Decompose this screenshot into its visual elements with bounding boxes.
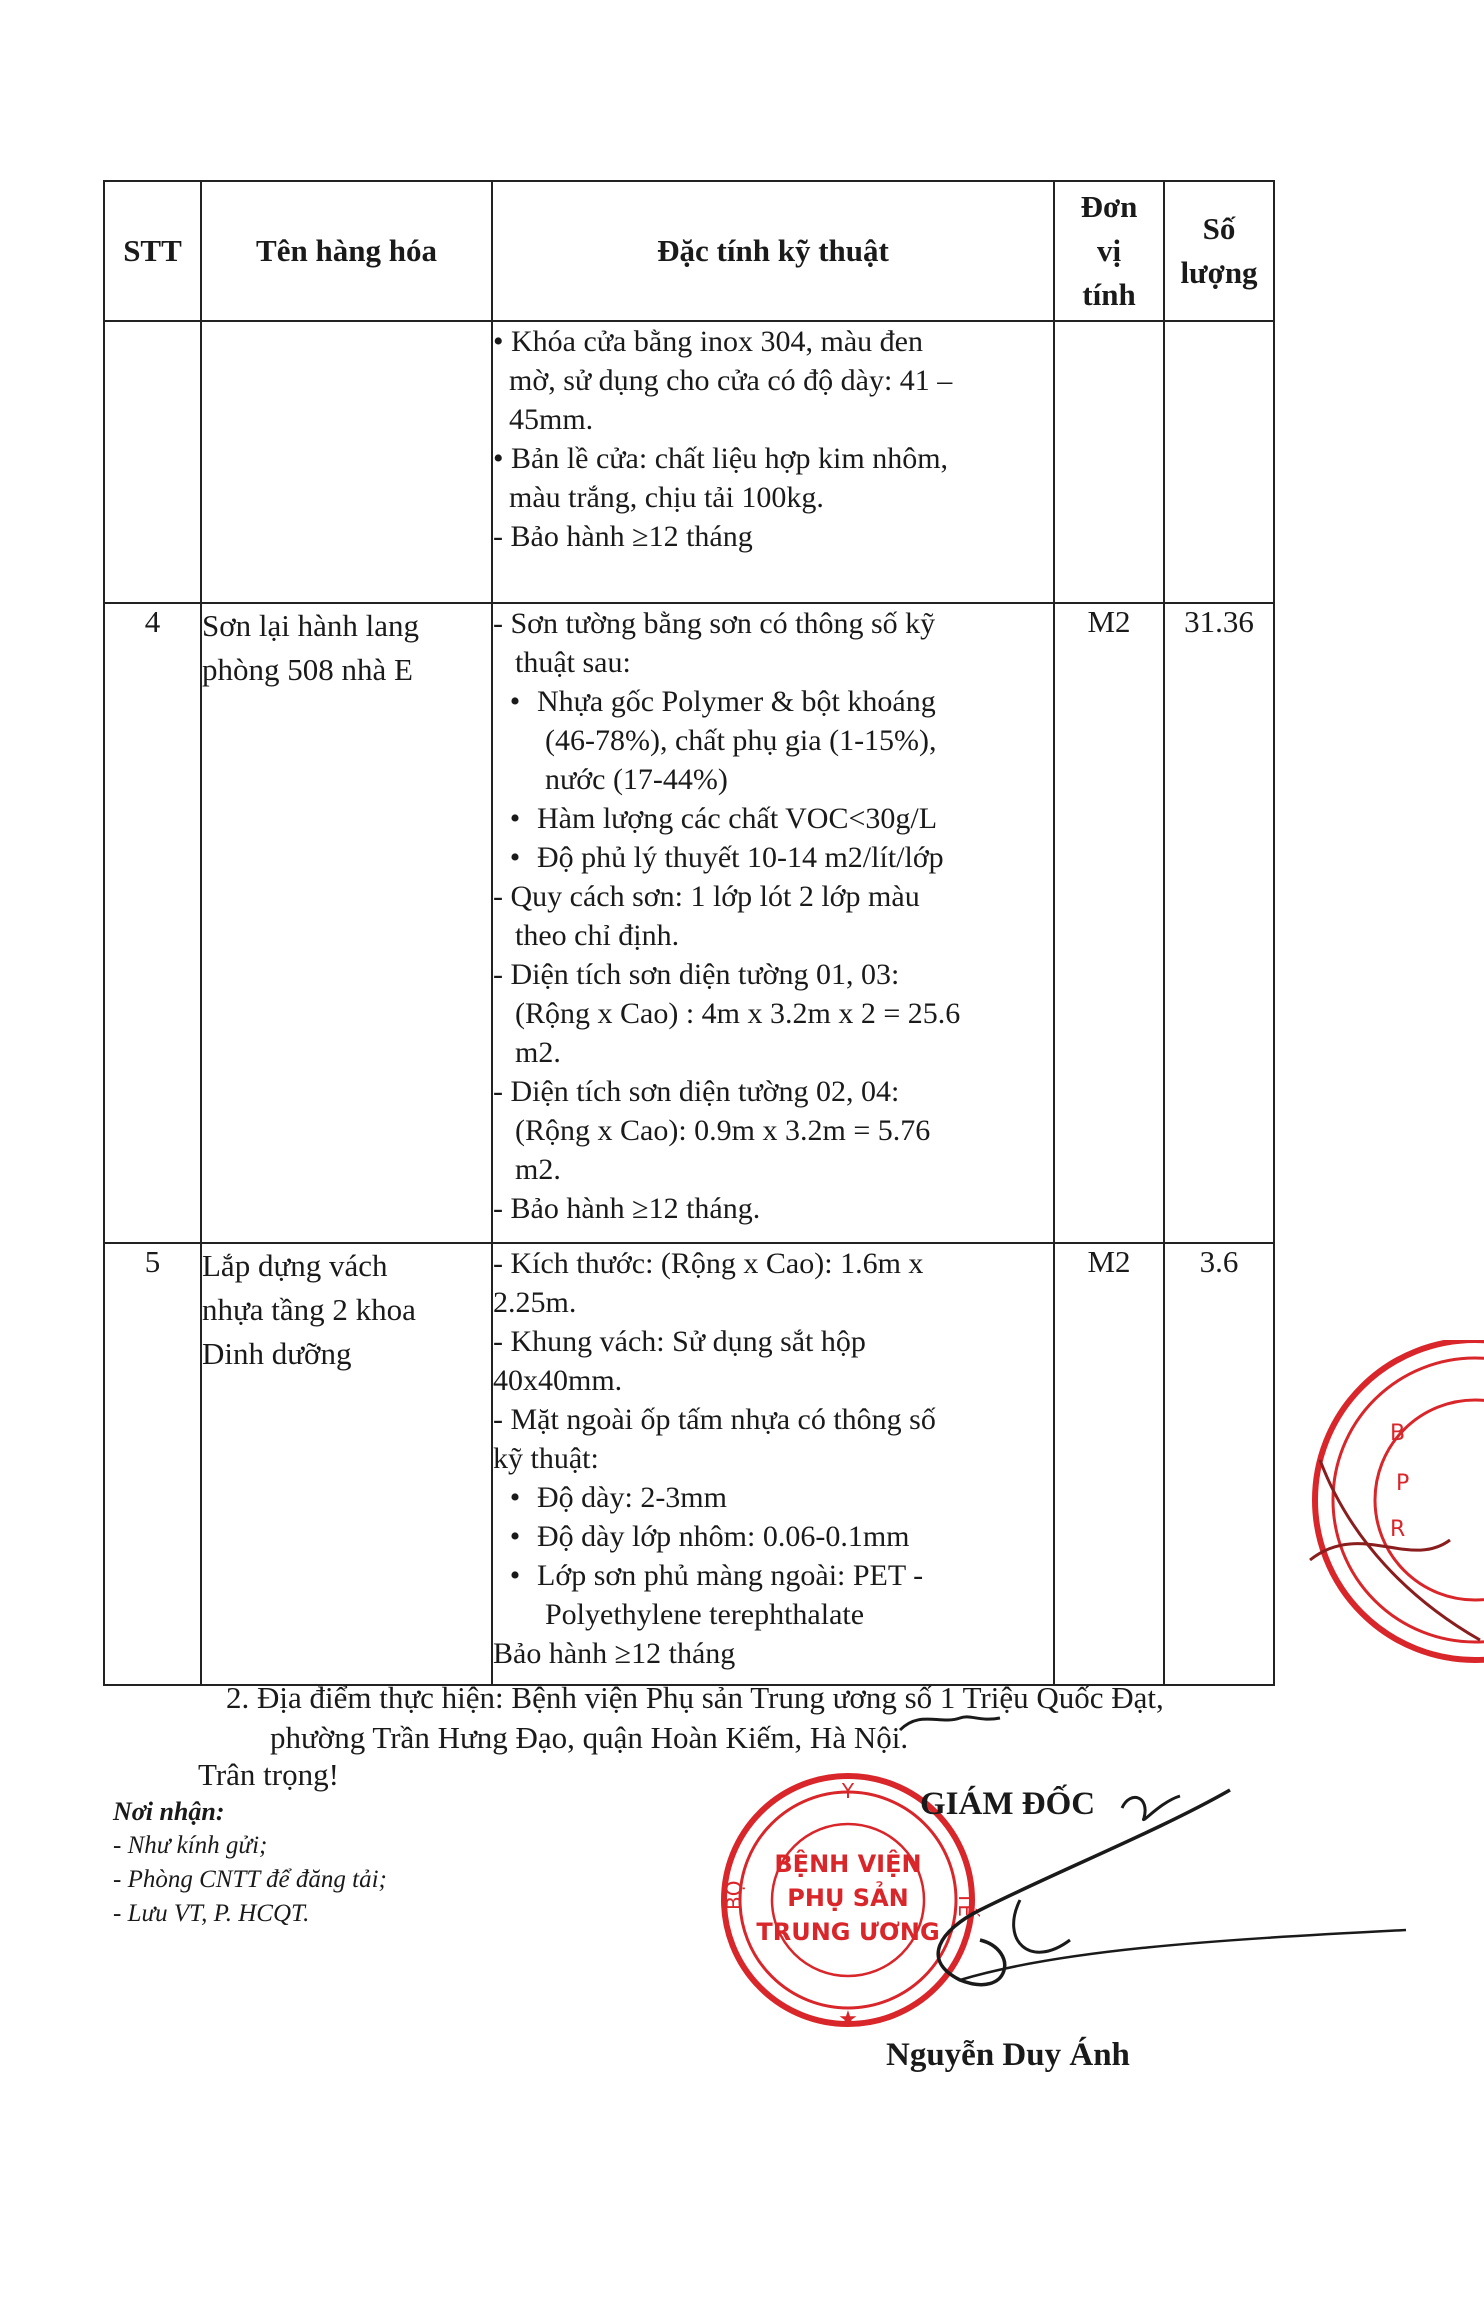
stamp-line: BỆNH VIỆN	[774, 1850, 922, 1878]
name-line: nhựa tầng 2 khoa	[202, 1292, 416, 1327]
cell-name	[201, 603, 492, 1243]
bullet-text: Hàm lượng các chất VOC<30g/L	[537, 802, 938, 835]
bullet-text: Độ dày: 2-3mm	[537, 1481, 727, 1514]
name-line: Lắp dựng vách	[202, 1248, 388, 1283]
header-name: Tên hàng hóa	[201, 181, 492, 321]
cell-qty	[1164, 321, 1274, 603]
cell-qty: 3.6	[1164, 1243, 1274, 1685]
spec-line: m2.	[515, 1153, 561, 1186]
spec-line: - Bảo hành ≥12 tháng	[493, 520, 753, 553]
cell-name	[201, 1243, 492, 1685]
cell-stt: 5	[104, 1243, 201, 1685]
header-qty-line: Số	[1202, 211, 1236, 246]
signer-name: Nguyễn Duy Ánh	[886, 2037, 1130, 2073]
spec-line: - Bảo hành ≥12 tháng.	[493, 1192, 761, 1225]
cell-spec	[492, 1243, 1054, 1685]
cell-stt: 4	[104, 603, 201, 1243]
spec-line: • Bản lề cửa: chất liệu hợp kim nhôm,	[493, 442, 949, 475]
spec-line: 2.25m.	[493, 1286, 577, 1319]
recipient-item: - Phòng CNTT để đăng tải;	[113, 1866, 387, 1893]
bullet-text: Độ dày lớp nhôm: 0.06-0.1mm	[537, 1520, 910, 1553]
spec-line: mờ, sử dụng cho cửa có độ dày: 41 –	[509, 364, 953, 397]
spec-line: theo chỉ định.	[515, 919, 680, 952]
spec-bullet: • Độ phủ lý thuyết 10-14 m2/lít/lớp	[509, 841, 944, 874]
spec-bullet: • Độ dày lớp nhôm: 0.06-0.1mm	[509, 1520, 910, 1553]
spec-line: Bảo hành ≥12 tháng	[493, 1637, 736, 1670]
cell-stt	[104, 321, 201, 603]
header-qty-line: lượng	[1180, 255, 1258, 290]
spec-bullet-cont: Polyethylene terephthalate	[545, 1598, 865, 1631]
header-unit	[1054, 181, 1164, 321]
spec-bullet-cont: nước (17-44%)	[545, 763, 728, 796]
bullet-text: Nhựa gốc Polymer & bột khoáng	[537, 685, 936, 718]
header-spec: Đặc tính kỹ thuật	[492, 181, 1054, 321]
spec-line: - Mặt ngoài ốp tấm nhựa có thông số	[493, 1403, 936, 1436]
spec-line: - Diện tích sơn diện tường 02, 04:	[493, 1075, 900, 1108]
svg-text:P: P	[1396, 1471, 1410, 1496]
location-line-1: 2. Địa điểm thực hiện: Bệnh viện Phụ sản Trung ương số 1 Triệu Quốc Đạt,	[226, 1680, 1164, 1715]
spec-bullet-cont: (46-78%), chất phụ gia (1-15%),	[545, 724, 937, 757]
signature	[860, 1700, 1420, 2040]
table-row	[104, 603, 1274, 1243]
recipients-title: Nơi nhận:	[113, 1797, 225, 1826]
spec-line: thuật sau:	[515, 646, 631, 679]
spec-line: m2.	[515, 1036, 561, 1069]
header-unit-line: tính	[1082, 277, 1136, 312]
name-line: Dinh dưỡng	[202, 1336, 352, 1371]
svg-text:R: R	[1390, 1517, 1406, 1542]
bullet-text: Lớp sơn phủ màng ngoài: PET -	[537, 1559, 924, 1592]
cell-name	[201, 321, 492, 603]
spec-line: 40x40mm.	[493, 1364, 623, 1397]
cell-qty: 31.36	[1164, 603, 1274, 1243]
stamp-line: PHỤ SẢN	[787, 1884, 909, 1912]
svg-text:★: ★	[838, 2007, 858, 2032]
spec-bullet: • Lớp sơn phủ màng ngoài: PET -	[509, 1559, 924, 1592]
spec-line: - Diện tích sơn diện tường 01, 03:	[493, 958, 900, 991]
location-line-2: phường Trần Hưng Đạo, quận Hoàn Kiếm, Hà Nội.	[270, 1720, 909, 1755]
spec-line: (Rộng x Cao): 0.9m x 3.2m = 5.76	[515, 1114, 931, 1147]
stamp-right-text: TẾ	[954, 1892, 978, 1917]
stamp-line: TRUNG ƯƠNG	[756, 1918, 940, 1946]
name-line: phòng 508 nhà E	[202, 652, 413, 687]
spec-bullet: • Độ dày: 2-3mm	[509, 1481, 727, 1514]
svg-text:B: B	[1390, 1421, 1406, 1446]
spec-bullet: • Nhựa gốc Polymer & bột khoáng	[509, 685, 936, 718]
director-title: GIÁM ĐỐC	[920, 1786, 1096, 1822]
spec-line: 45mm.	[509, 403, 594, 436]
spec-line: (Rộng x Cao) : 4m x 3.2m x 2 = 25.6	[515, 997, 961, 1030]
cell-unit	[1054, 321, 1164, 603]
spec-line: - Khung vách: Sử dụng sắt hộp	[493, 1325, 866, 1358]
header-unit-line: vị	[1096, 233, 1122, 268]
stamp-top-text: Y	[841, 1779, 855, 1803]
regards-text: Trân trọng!	[198, 1757, 339, 1792]
spec-line: • Khóa cửa bằng inox 304, màu đen	[493, 325, 923, 358]
cell-unit: M2	[1054, 1243, 1164, 1685]
spec-bullet: • Hàm lượng các chất VOC<30g/L	[509, 802, 938, 835]
table-row	[104, 321, 1274, 603]
spec-line: - Kích thước: (Rộng x Cao): 1.6m x	[493, 1247, 924, 1280]
name-line: Sơn lại hành lang	[202, 608, 419, 643]
spec-line: - Sơn tường bằng sơn có thông số kỹ	[493, 607, 936, 640]
bullet-text: Độ phủ lý thuyết 10-14 m2/lít/lớp	[537, 841, 944, 874]
recipient-item: - Lưu VT, P. HCQT.	[113, 1900, 310, 1927]
cell-unit: M2	[1054, 603, 1164, 1243]
cell-spec	[492, 321, 1054, 603]
cell-spec	[492, 603, 1054, 1243]
stamp-left-text: BỘ	[722, 1880, 746, 1910]
table-header-row	[104, 181, 1274, 321]
header-qty	[1164, 181, 1274, 321]
spec-line: - Quy cách sơn: 1 lớp lót 2 lớp màu	[493, 880, 920, 913]
spec-line: màu trắng, chịu tải 100kg.	[509, 481, 824, 514]
recipient-item: - Như kính gửi;	[113, 1832, 268, 1859]
goods-spec-table	[103, 180, 1275, 1686]
header-unit-line: Đơn	[1080, 189, 1138, 224]
table-row	[104, 1243, 1274, 1685]
header-stt: STT	[104, 181, 201, 321]
spec-line: kỹ thuật:	[493, 1442, 599, 1475]
partial-stamp-right	[1290, 1340, 1484, 1700]
